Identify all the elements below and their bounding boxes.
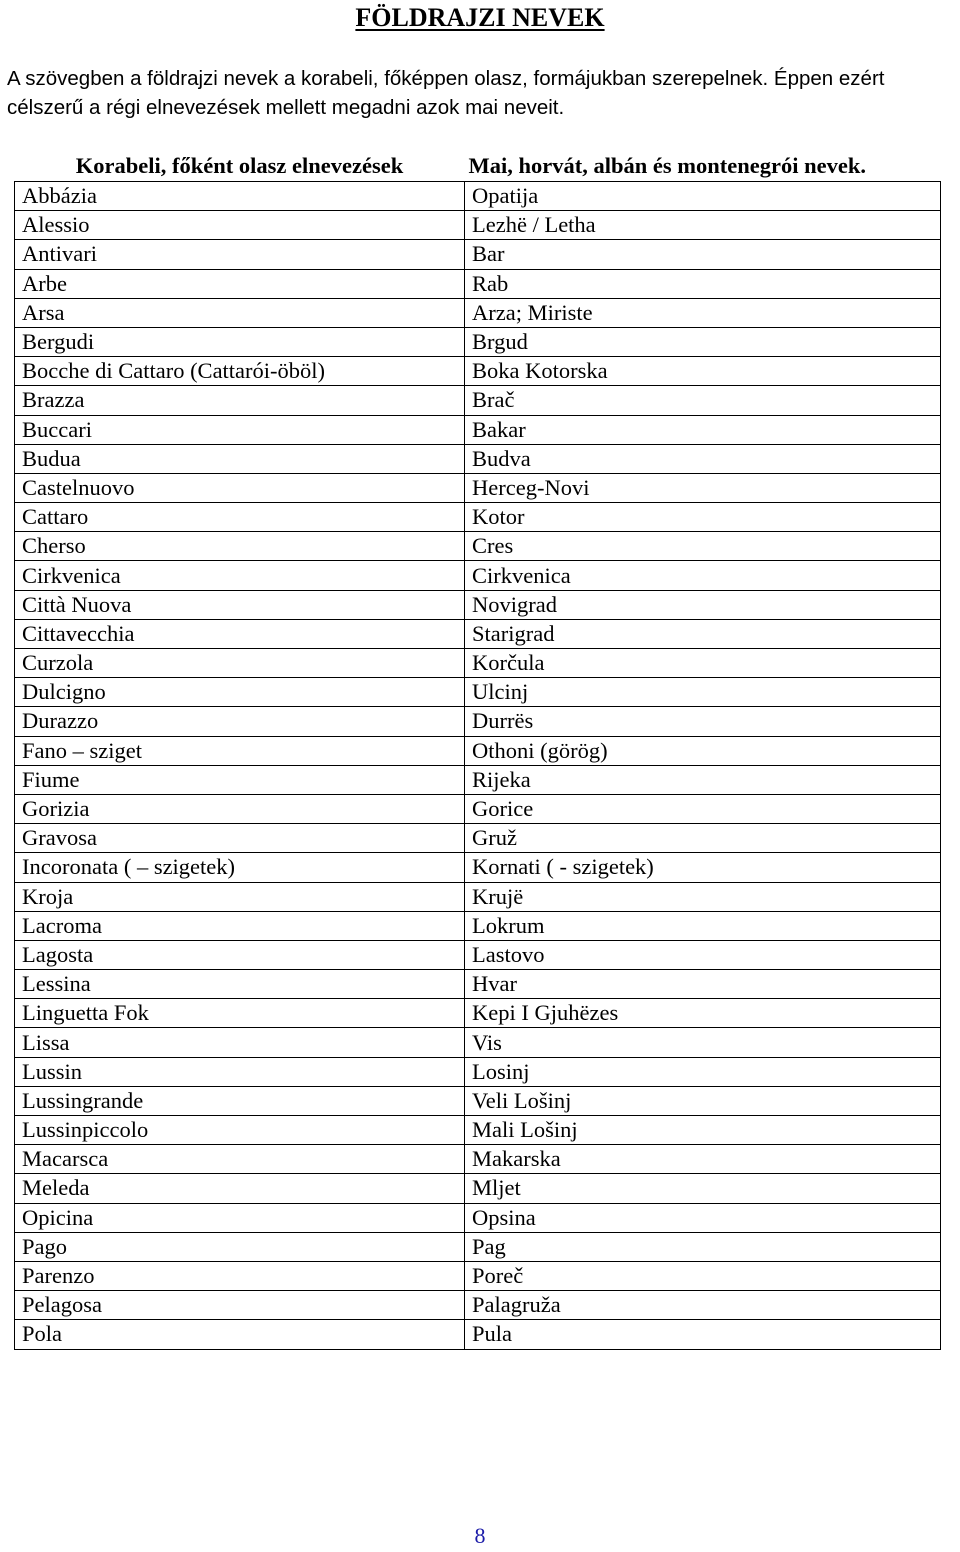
current-name-cell: Boka Kotorska bbox=[465, 357, 941, 386]
table-row bbox=[15, 298, 941, 327]
current-name-cell: Kepi I Gjuhëzes bbox=[465, 999, 941, 1028]
table-row bbox=[15, 444, 941, 473]
old-name-cell: Lacroma bbox=[15, 911, 465, 940]
current-name-cell: Korčula bbox=[465, 649, 941, 678]
old-name-cell: Cherso bbox=[15, 532, 465, 561]
table-row bbox=[15, 473, 941, 502]
old-name-cell: Parenzo bbox=[15, 1261, 465, 1290]
current-name-cell: Mljet bbox=[465, 1174, 941, 1203]
table-row bbox=[15, 1203, 941, 1232]
current-name-cell: Lastovo bbox=[465, 940, 941, 969]
table-row bbox=[15, 824, 941, 853]
table-row bbox=[15, 327, 941, 356]
table-row bbox=[15, 1320, 941, 1349]
table-body bbox=[15, 182, 941, 1350]
table-row bbox=[15, 211, 941, 240]
table-row bbox=[15, 415, 941, 444]
old-name-cell: Budua bbox=[15, 444, 465, 473]
table-row bbox=[15, 1174, 941, 1203]
current-name-cell: Lezhë / Letha bbox=[465, 211, 941, 240]
current-name-cell: Lokrum bbox=[465, 911, 941, 940]
old-name-cell: Lussin bbox=[15, 1057, 465, 1086]
old-name-cell: Kroja bbox=[15, 882, 465, 911]
table-row bbox=[15, 853, 941, 882]
page-title: FÖLDRAJZI NEVEK bbox=[355, 3, 605, 32]
old-name-cell: Pola bbox=[15, 1320, 465, 1349]
table-row bbox=[15, 386, 941, 415]
current-name-cell: Rijeka bbox=[465, 765, 941, 794]
table-row bbox=[15, 1116, 941, 1145]
old-name-cell: Gorizia bbox=[15, 794, 465, 823]
old-name-cell: Dulcigno bbox=[15, 678, 465, 707]
table-row bbox=[15, 503, 941, 532]
table-row bbox=[15, 1028, 941, 1057]
current-name-cell: Palagruža bbox=[465, 1291, 941, 1320]
table-row bbox=[15, 765, 941, 794]
current-name-cell: Pula bbox=[465, 1320, 941, 1349]
table-row bbox=[15, 940, 941, 969]
old-name-cell: Arbe bbox=[15, 269, 465, 298]
current-name-cell: Othoni (görög) bbox=[465, 736, 941, 765]
old-name-cell: Incoronata ( – szigetek) bbox=[15, 853, 465, 882]
current-name-cell: Opsina bbox=[465, 1203, 941, 1232]
old-name-cell: Cittavecchia bbox=[15, 619, 465, 648]
table-row bbox=[15, 999, 941, 1028]
place-names-table bbox=[14, 150, 941, 1350]
current-name-cell: Bar bbox=[465, 240, 941, 269]
table-row bbox=[15, 678, 941, 707]
table-header-row bbox=[15, 150, 941, 182]
table-row bbox=[15, 707, 941, 736]
current-name-cell: Makarska bbox=[465, 1145, 941, 1174]
old-name-cell: Bergudi bbox=[15, 327, 465, 356]
old-name-cell: Opicina bbox=[15, 1203, 465, 1232]
table-row bbox=[15, 1057, 941, 1086]
current-name-cell: Hvar bbox=[465, 970, 941, 999]
table-row bbox=[15, 882, 941, 911]
page-number: 8 bbox=[474, 1523, 486, 1548]
old-name-cell: Cirkvenica bbox=[15, 561, 465, 590]
current-name-cell: Krujë bbox=[465, 882, 941, 911]
current-name-cell: Durrës bbox=[465, 707, 941, 736]
current-name-cell: Novigrad bbox=[465, 590, 941, 619]
current-name-cell: Budva bbox=[465, 444, 941, 473]
old-name-cell: Pago bbox=[15, 1232, 465, 1261]
old-name-cell: Buccari bbox=[15, 415, 465, 444]
table-row bbox=[15, 590, 941, 619]
current-name-cell: Rab bbox=[465, 269, 941, 298]
current-name-cell: Herceg-Novi bbox=[465, 473, 941, 502]
old-name-cell: Lussingrande bbox=[15, 1086, 465, 1115]
current-name-cell: Kornati ( - szigetek) bbox=[465, 853, 941, 882]
current-name-cell: Pag bbox=[465, 1232, 941, 1261]
table-row bbox=[15, 357, 941, 386]
current-name-cell: Losinj bbox=[465, 1057, 941, 1086]
old-name-cell: Meleda bbox=[15, 1174, 465, 1203]
old-name-cell: Macarsca bbox=[15, 1145, 465, 1174]
table-row bbox=[15, 182, 941, 211]
table-row bbox=[15, 911, 941, 940]
table-row bbox=[15, 1232, 941, 1261]
table-row bbox=[15, 1291, 941, 1320]
old-name-cell: Lagosta bbox=[15, 940, 465, 969]
table-row bbox=[15, 1261, 941, 1290]
table-row bbox=[15, 794, 941, 823]
old-name-cell: Abbázia bbox=[15, 182, 465, 211]
table-row bbox=[15, 1145, 941, 1174]
old-name-cell: Pelagosa bbox=[15, 1291, 465, 1320]
current-name-cell: Veli Lošinj bbox=[465, 1086, 941, 1115]
table-row bbox=[15, 561, 941, 590]
old-name-cell: Brazza bbox=[15, 386, 465, 415]
current-name-cell: Kotor bbox=[465, 503, 941, 532]
current-name-cell: Gruž bbox=[465, 824, 941, 853]
header-old-names: Korabeli, főként olasz elnevezések bbox=[75, 153, 404, 178]
old-name-cell: Castelnuovo bbox=[15, 473, 465, 502]
old-name-cell: Arsa bbox=[15, 298, 465, 327]
intro-paragraph: A szövegben a földrajzi nevek a korabeli, főképpen olasz, formájukban szerepelnek. Éppen ezért célszerű a régi elnevezések mellett megadni azok mai neveit. bbox=[7, 67, 885, 119]
old-name-cell: Curzola bbox=[15, 649, 465, 678]
current-name-cell: Poreč bbox=[465, 1261, 941, 1290]
current-name-cell: Starigrad bbox=[465, 619, 941, 648]
old-name-cell: Lussinpiccolo bbox=[15, 1116, 465, 1145]
table-row bbox=[15, 532, 941, 561]
old-name-cell: Linguetta Fok bbox=[15, 999, 465, 1028]
current-name-cell: Ulcinj bbox=[465, 678, 941, 707]
header-current-names: Mai, horvát, albán és montenegrói nevek. bbox=[468, 153, 866, 178]
table-row bbox=[15, 970, 941, 999]
current-name-cell: Brač bbox=[465, 386, 941, 415]
current-name-cell: Vis bbox=[465, 1028, 941, 1057]
table-row bbox=[15, 240, 941, 269]
old-name-cell: Alessio bbox=[15, 211, 465, 240]
old-name-cell: Gravosa bbox=[15, 824, 465, 853]
table-row bbox=[15, 736, 941, 765]
old-name-cell: Fiume bbox=[15, 765, 465, 794]
current-name-cell: Mali Lošinj bbox=[465, 1116, 941, 1145]
old-name-cell: Durazzo bbox=[15, 707, 465, 736]
current-name-cell: Cirkvenica bbox=[465, 561, 941, 590]
old-name-cell: Bocche di Cattaro (Cattarói-öböl) bbox=[15, 357, 465, 386]
current-name-cell: Cres bbox=[465, 532, 941, 561]
current-name-cell: Arza; Miriste bbox=[465, 298, 941, 327]
table-row bbox=[15, 1086, 941, 1115]
old-name-cell: Lissa bbox=[15, 1028, 465, 1057]
old-name-cell: Lessina bbox=[15, 970, 465, 999]
current-name-cell: Brgud bbox=[465, 327, 941, 356]
current-name-cell: Bakar bbox=[465, 415, 941, 444]
old-name-cell: Fano – sziget bbox=[15, 736, 465, 765]
current-name-cell: Gorice bbox=[465, 794, 941, 823]
table-row bbox=[15, 269, 941, 298]
old-name-cell: Città Nuova bbox=[15, 590, 465, 619]
old-name-cell: Antivari bbox=[15, 240, 465, 269]
table-row bbox=[15, 619, 941, 648]
old-name-cell: Cattaro bbox=[15, 503, 465, 532]
current-name-cell: Opatija bbox=[465, 182, 941, 211]
table-row bbox=[15, 649, 941, 678]
